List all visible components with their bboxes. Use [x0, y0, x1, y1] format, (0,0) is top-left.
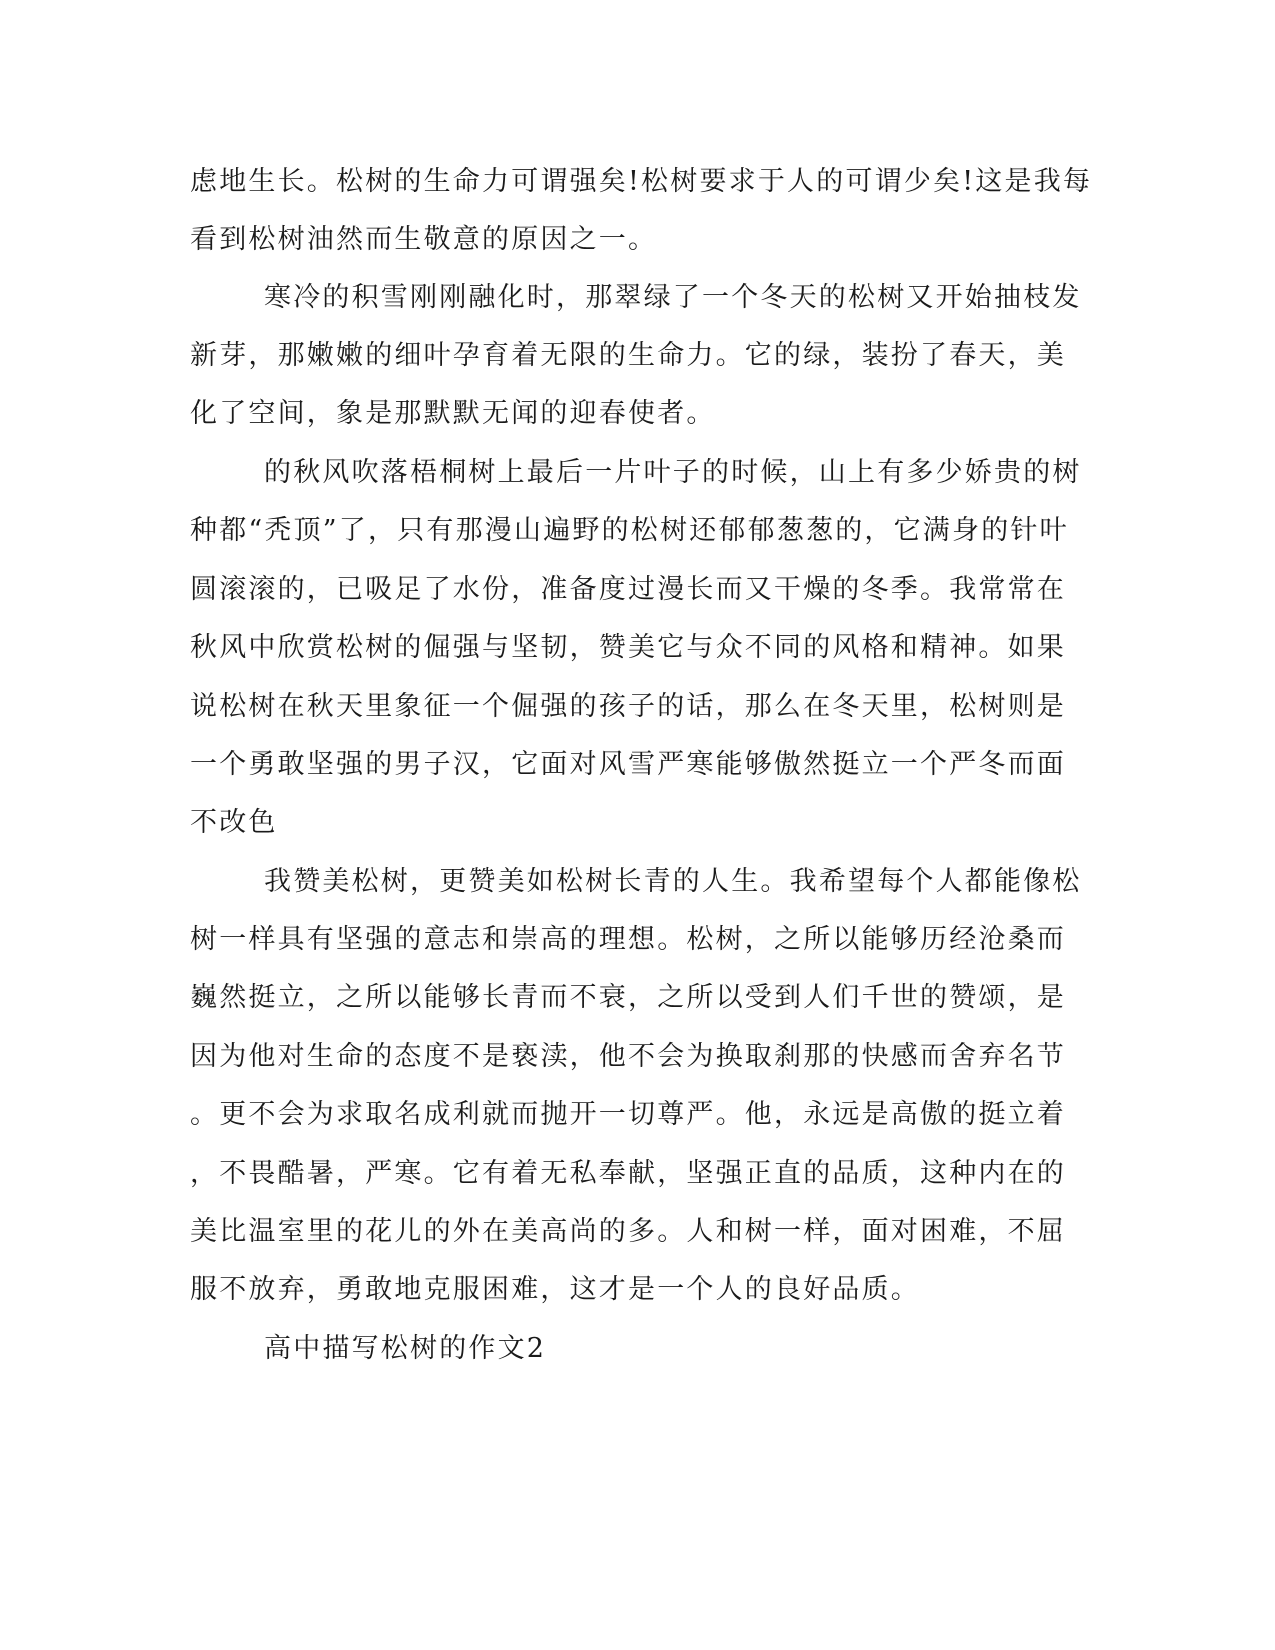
text-line: ，不畏酷暑，严寒。它有着无私奉献，坚强正直的品质，这种内在的 [190, 1158, 1066, 1189]
text-line: 看到松树油然而生敬意的原因之一。 [190, 224, 658, 255]
text-line: 服不放弃，勇敢地克服困难，这才是一个人的良好品质。 [190, 1274, 920, 1305]
paragraph-start-line: 的秋风吹落梧桐树上最后一片叶子的时候，山上有多少娇贵的树 [264, 457, 1082, 488]
text-line: 种都“秃顶”了，只有那漫山遍野的松树还郁郁葱葱的，它满身的针叶 [190, 515, 1069, 546]
paragraph-start-line: 我赞美松树，更赞美如松树长青的人生。我希望每个人都能像松 [264, 866, 1082, 897]
section-heading: 高中描写松树的作文2 [264, 1333, 547, 1364]
text-line: 新芽，那嫩嫩的细叶孕育着无限的生命力。它的绿，装扮了春天，美 [190, 340, 1066, 371]
text-line: 树一样具有坚强的意志和崇高的理想。松树，之所以能够历经沧桑而 [190, 924, 1066, 955]
text-line: 美比温室里的花儿的外在美高尚的多。人和树一样，面对困难，不屈 [190, 1216, 1066, 1247]
text-line: 虑地生长。松树的生命力可谓强矣!松树要求于人的可谓少矣!这是我每 [190, 166, 1093, 197]
text-line: 一个勇敢坚强的男子汉，它面对风雪严寒能够傲然挺立一个严冬而面 [190, 749, 1066, 780]
text-line: 。更不会为求取名成利就而抛开一切尊严。他，永远是高傲的挺立着 [190, 1099, 1066, 1130]
text-line: 巍然挺立，之所以能够长青而不衰，之所以受到人们千世的赞颂，是 [190, 982, 1066, 1013]
text-line: 化了空间，象是那默默无闻的迎春使者。 [190, 398, 716, 429]
text-line: 不改色 [190, 807, 278, 838]
text-line: 因为他对生命的态度不是亵渎，他不会为换取刹那的快感而舍弃名节 [190, 1041, 1066, 1072]
text-line: 圆滚滚的，已吸足了水份，准备度过漫长而又干燥的冬季。我常常在 [190, 574, 1066, 605]
text-line: 秋风中欣赏松树的倔强与坚韧，赞美它与众不同的风格和精神。如果 [190, 632, 1066, 663]
text-line: 说松树在秋天里象征一个倔强的孩子的话，那么在冬天里，松树则是 [190, 691, 1066, 722]
paragraph-start-line: 寒冷的积雪刚刚融化时，那翠绿了一个冬天的松树又开始抽枝发 [264, 282, 1082, 313]
